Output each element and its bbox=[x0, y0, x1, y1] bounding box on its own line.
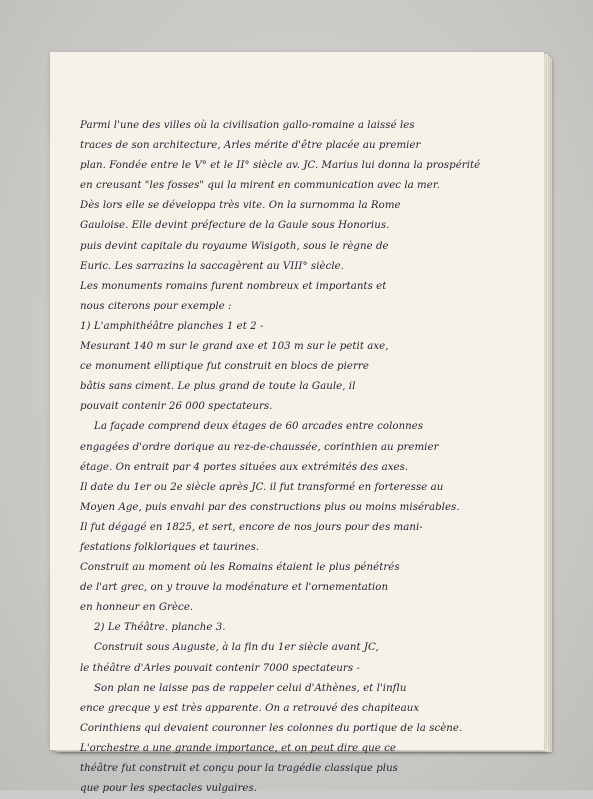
handwritten-line: bâtis sans ciment. Le plus grand de toute la Gaule, il bbox=[80, 381, 356, 393]
handwritten-line: en honneur en Grèce. bbox=[80, 602, 194, 614]
handwritten-line: festations folkloriques et taurines. bbox=[80, 541, 260, 553]
handwritten-line: Euric. Les sarrazins la saccagèrent au VIII° siècle. bbox=[80, 260, 345, 272]
section-heading: 2) Le Théâtre. planche 3. bbox=[94, 622, 226, 634]
handwritten-line: plan. Fondée entre le V° et le II° siècle av. JC. Marius lui donna la prospérité bbox=[80, 160, 481, 172]
handwritten-line: puis devint capitale du royaume Wisigoth, sous le règne de bbox=[80, 240, 389, 252]
handwritten-line: que pour les spectacles vulgaires. bbox=[80, 783, 258, 795]
handwritten-line: ence grecque y est très apparente. On a retrouvé des chapiteaux bbox=[80, 702, 420, 714]
handwritten-text-block bbox=[80, 116, 520, 799]
handwritten-line: en creusant "les fosses" qui la mirent en communication avec la mer. bbox=[80, 180, 440, 192]
handwritten-line: étage. On entrait par 4 portes situées aux extrémités des axes. bbox=[80, 461, 409, 473]
handwritten-line: théâtre fut construit et conçu pour la tragédie classique plus bbox=[80, 763, 398, 774]
handwritten-line: L'orchestre a une grande importance, et on peut dire que ce bbox=[80, 742, 396, 754]
handwritten-line: de l'art grec, on y trouve la modénature et l'ornementation bbox=[80, 582, 389, 594]
handwritten-line: le théâtre d'Arles pouvait contenir 7000 spectateurs - bbox=[80, 662, 360, 674]
handwritten-line: Dès lors elle se développa très vite. On la surnomma la Rome bbox=[80, 200, 401, 212]
handwritten-line: Mesurant 140 m sur le grand axe et 103 m sur le petit axe, bbox=[80, 341, 389, 353]
handwritten-line: ce monument elliptique fut construit en blocs de pierre bbox=[80, 361, 369, 373]
handwritten-line: La façade comprend deux étages de 60 arcades entre colonnes bbox=[94, 421, 424, 433]
handwritten-line: nous citerons pour exemple : bbox=[80, 300, 232, 312]
handwritten-line: Construit au moment où les Romains étaient le plus pénétrés bbox=[80, 562, 400, 574]
section-heading: 1) L'amphithéâtre planches 1 et 2 - bbox=[80, 320, 264, 332]
handwritten-line: Moyen Age, puis envahi par des constructions plus ou moins misérables. bbox=[80, 501, 460, 513]
handwritten-line: Construit sous Auguste, à la fin du 1er siècle avant JC, bbox=[94, 642, 379, 654]
handwritten-line: Les monuments romains furent nombreux et importants et bbox=[80, 280, 387, 292]
handwritten-line: Gauloise. Elle devint préfecture de la Gaule sous Honorius. bbox=[80, 220, 390, 232]
handwritten-line: traces de son architecture, Arles mérite d'être placée au premier bbox=[80, 140, 421, 152]
page-edge bbox=[544, 58, 547, 742]
handwritten-line: engagées d'ordre dorique au rez-de-chaussée, corinthien au premier bbox=[80, 441, 439, 453]
handwritten-line: Il date du 1er ou 2e siècle après JC. il fut transformé en forteresse au bbox=[80, 481, 444, 493]
handwritten-line: Corinthiens qui devaient couronner les colonnes du portique de la scène. bbox=[80, 722, 463, 734]
handwritten-line: pouvait contenir 26 000 spectateurs. bbox=[80, 401, 273, 413]
handwritten-line: Son plan ne laisse pas de rappeler celui d'Athènes, et l'influ bbox=[94, 682, 407, 694]
handwritten-line: Il fut dégagé en 1825, et sert, encore de nos jours pour des mani- bbox=[80, 521, 423, 533]
handwritten-line: Parmi l'une des villes où la civilisation gallo-romaine a laissé les bbox=[80, 120, 415, 131]
